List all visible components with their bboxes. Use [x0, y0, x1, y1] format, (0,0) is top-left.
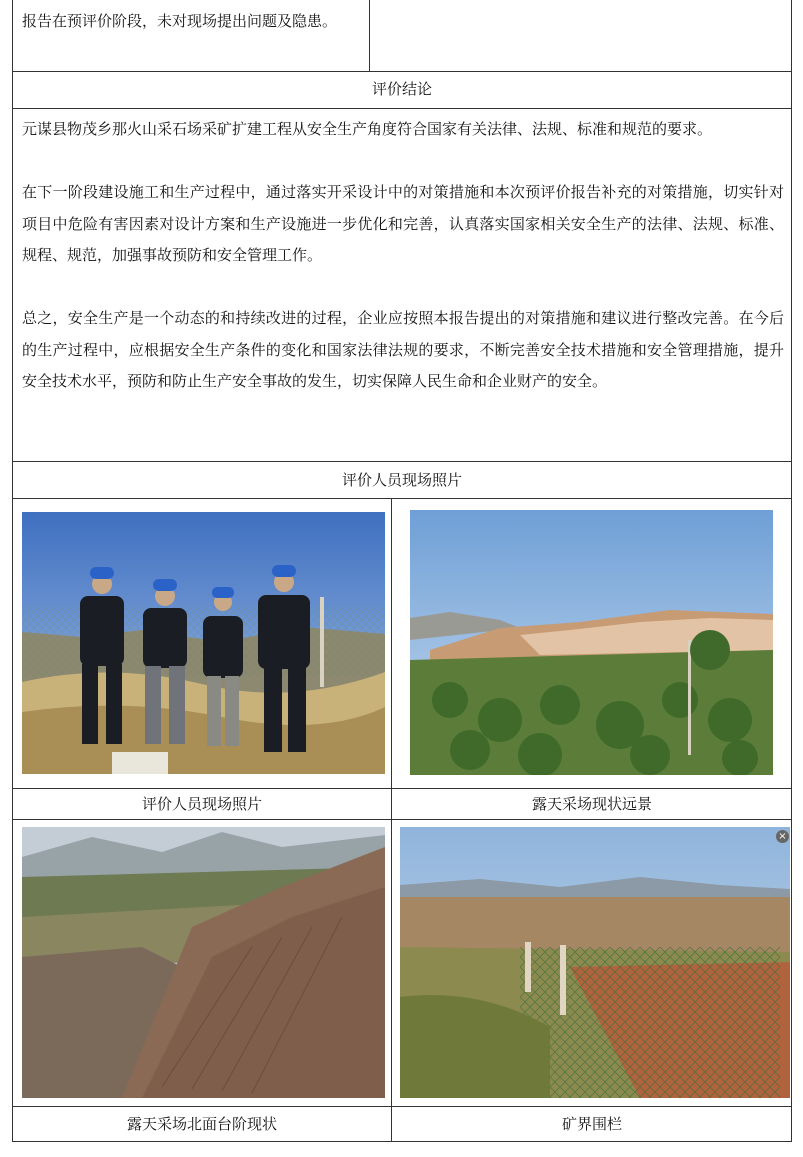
boundary-fence-photo [400, 827, 790, 1098]
close-icon[interactable]: × [776, 830, 789, 843]
column-divider [391, 498, 392, 1142]
caption-boundary-fence: 矿界围栏 [561, 1115, 622, 1133]
conclusion-paragraph-3: 总之，安全生产是一个动态的和持续改进的过程，企业应按照本报告提出的对策措施和建议进行整改完善。在今后的生产过程中，应根据安全生产条件的变化和国家法律法规的要求，不断完善安全技术措施和安全管理措施，提升安全技术水平，预防和防止生产安全事故的发生，切实保障人民生命和企业财产的安全。 [22, 309, 784, 390]
staff-site-photo [22, 512, 385, 774]
row-divider [13, 461, 791, 462]
row-divider [13, 1106, 791, 1107]
top-left-cell-text: 报告在预评价阶段，未对现场提出问题及隐患。 [22, 12, 338, 30]
report-table [12, 0, 792, 1142]
column-divider [369, 0, 370, 71]
photos-heading: 评价人员现场照片 [341, 471, 462, 489]
open-pit-distant-photo [410, 510, 773, 775]
conclusion-heading: 评价结论 [371, 80, 432, 98]
row-divider [13, 108, 791, 109]
row-divider [13, 71, 791, 72]
row-divider [13, 498, 791, 499]
conclusion-paragraph-2: 在下一阶段建设施工和生产过程中，通过落实开采设计中的对策措施和本次预评价报告补充的对策措施，切实针对项目中危险有害因素对设计方案和生产设施进一步优化和完善，认真落实国家相关安全生产的法律、法规、标准、规程、规范，加强事故预防和安全管理工作。 [22, 183, 784, 264]
row-divider [13, 819, 791, 820]
caption-distant-view: 露天采场现状远景 [531, 795, 652, 813]
conclusion-paragraph-1: 元谋县物茂乡那火山采石场采矿扩建工程从安全生产角度符合国家有关法律、法规、标准和规范的要求。 [22, 120, 713, 138]
caption-staff-photo: 评价人员现场照片 [141, 795, 262, 813]
caption-north-bench: 露天采场北面台阶现状 [126, 1115, 277, 1133]
north-bench-photo [22, 827, 385, 1098]
